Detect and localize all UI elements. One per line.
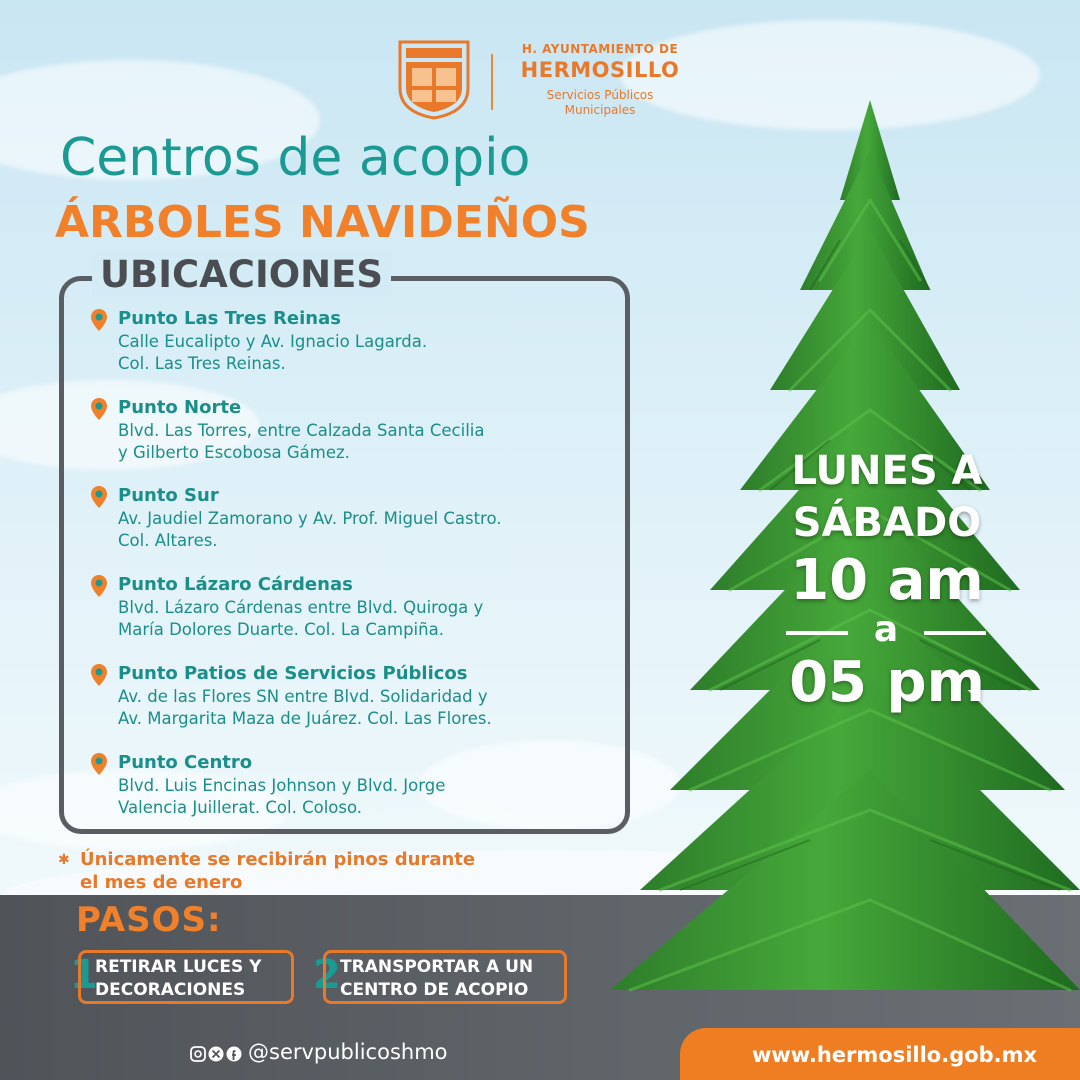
schedule-from-time: 10 am xyxy=(790,548,984,613)
schedule-connector xyxy=(786,609,986,652)
location-address-line1: Av. Jaudiel Zamorano y Av. Prof. Miguel Castro. xyxy=(118,509,502,528)
location-item xyxy=(90,663,610,729)
step-text xyxy=(95,956,261,1002)
location-address-line2: y Gilberto Escobosa Gámez. xyxy=(118,443,350,462)
map-pin-icon xyxy=(90,752,108,776)
location-address-line1: Calle Eucalipto y Av. Ignacio Lagarda. xyxy=(118,332,428,351)
asterisk-icon: ✱ xyxy=(58,852,70,868)
location-address-line2: Valencia Juillerat. Col. Coloso. xyxy=(118,798,363,817)
header-city: HERMOSILLO xyxy=(520,58,680,82)
location-address-line2: Col. Altares. xyxy=(118,531,218,550)
map-pin-icon xyxy=(90,308,108,332)
facebook-icon[interactable] xyxy=(227,1047,242,1062)
step-text-line1: TRANSPORTAR A UN xyxy=(340,957,534,977)
location-address xyxy=(118,331,427,375)
location-item xyxy=(90,397,610,463)
step-text-line1: RETIRAR LUCES Y xyxy=(95,957,262,977)
location-name: Punto Lázaro Cárdenas xyxy=(118,574,353,595)
social-icons xyxy=(190,1046,242,1062)
locations-heading: UBICACIONES xyxy=(92,253,391,296)
location-address xyxy=(118,775,445,819)
header-line1: H. AYUNTAMIENTO DE xyxy=(521,42,679,56)
map-pin-icon xyxy=(90,574,108,598)
location-address xyxy=(118,686,492,730)
location-address-line2: Av. Margarita Maza de Juárez. Col. Las Flores. xyxy=(118,709,492,728)
step-text-line2: CENTRO DE ACOPIO xyxy=(340,980,529,1000)
january-note xyxy=(80,848,475,894)
header-divider xyxy=(491,54,493,110)
map-pin-icon xyxy=(90,485,108,509)
instagram-icon[interactable] xyxy=(191,1047,205,1061)
title-line1: Centros de acopio xyxy=(60,128,531,188)
step-text xyxy=(340,956,533,1002)
step-text-line2: DECORACIONES xyxy=(95,980,246,1000)
connector-line-right xyxy=(924,631,986,635)
location-address-line1: Blvd. Las Torres, entre Calzada Santa Cecilia xyxy=(118,421,485,440)
title-line2: ÁRBOLES NAVIDEÑOS xyxy=(55,197,590,248)
location-address-line1: Blvd. Lázaro Cárdenas entre Blvd. Quiroga y xyxy=(118,598,484,617)
map-pin-icon xyxy=(90,397,108,421)
location-name: Punto Sur xyxy=(118,485,219,506)
header-department xyxy=(502,88,698,118)
steps-heading: PASOS: xyxy=(76,900,222,940)
location-address-line1: Av. de las Flores SN entre Blvd. Solidaridad y xyxy=(118,687,488,706)
schedule-days-line2: SÁBADO xyxy=(792,500,982,546)
x-icon[interactable] xyxy=(209,1047,224,1062)
location-item xyxy=(90,485,610,551)
header-department-line1: Servicios Públicos xyxy=(546,88,654,102)
social-handle[interactable]: @servpublicoshmo xyxy=(248,1040,448,1064)
map-pin-icon xyxy=(90,663,108,687)
location-address-line1: Blvd. Luis Encinas Johnson y Blvd. Jorge xyxy=(118,776,446,795)
municipality-header xyxy=(398,38,698,124)
location-name: Punto Norte xyxy=(118,397,242,418)
location-address xyxy=(118,508,502,552)
location-address-line2: María Dolores Duarte. Col. La Campiña. xyxy=(118,620,444,639)
schedule-days-line1: LUNES A xyxy=(791,448,983,494)
location-item xyxy=(90,308,610,374)
location-item xyxy=(90,574,610,640)
location-name: Punto Centro xyxy=(118,752,253,773)
location-address xyxy=(118,597,483,641)
location-address-line2: Col. Las Tres Reinas. xyxy=(118,354,286,373)
connector-letter: a xyxy=(873,609,899,650)
location-item xyxy=(90,752,610,818)
step-number: 2 xyxy=(313,952,341,998)
january-note-line1: Únicamente se recibirán pinos durante xyxy=(80,849,476,870)
step-number: 1 xyxy=(70,952,98,998)
municipal-shield-icon xyxy=(398,40,470,120)
january-note-line2: el mes de enero xyxy=(80,872,243,893)
location-address xyxy=(118,420,485,464)
location-name: Punto Las Tres Reinas xyxy=(118,308,341,329)
website-link[interactable]: www.hermosillo.gob.mx xyxy=(752,1043,1038,1067)
schedule-to-time: 05 pm xyxy=(789,650,985,715)
header-department-line2: Municipales xyxy=(564,103,636,117)
location-name: Punto Patios de Servicios Públicos xyxy=(118,663,468,684)
